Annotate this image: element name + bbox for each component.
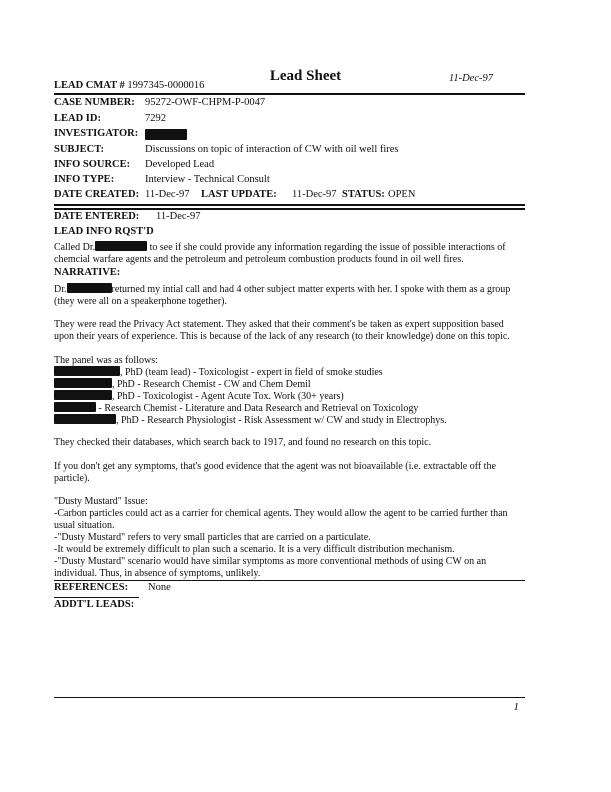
info-type-value: Interview - Technical Consult xyxy=(145,174,270,185)
cmat-value: 1997345-0000016 xyxy=(127,80,205,91)
subject-label: SUBJECT: xyxy=(54,144,104,155)
redaction-mark xyxy=(95,241,147,251)
subject-value: Discussions on topic of interaction of CW with oil well fires xyxy=(145,144,399,155)
lead-info-label: LEAD INFO RQST'D xyxy=(54,226,154,237)
redaction-mark xyxy=(67,283,112,293)
dusty-mustard-line-4: -"Dusty Mustard" scenario would have similar symptoms as more conventional methods of using CW on an individual. Thus, in absence of symptoms, unlikely. xyxy=(54,556,487,579)
last-update-label: LAST UPDATE: xyxy=(201,189,277,200)
investigator-redaction xyxy=(145,129,187,142)
panel-member-1: , PhD (team lead) - Toxicologist - expert in field of smoke studies xyxy=(54,366,383,379)
narrative-p4: If you don't get any symptoms, that's good evidence that the agent was not bioavailable (i.e. extractable off the particle). xyxy=(54,461,496,484)
info-source-label: INFO SOURCE: xyxy=(54,159,131,170)
cmat-line xyxy=(54,80,204,91)
panel-member-5: , PhD - Research Physiologist - Risk Assessment w/ CW and study in Electrophys. xyxy=(54,414,447,427)
redaction-mark xyxy=(54,390,112,400)
narrative-label: NARRATIVE: xyxy=(54,267,121,278)
status-value: OPEN xyxy=(388,189,416,200)
panel-member-4: - Research Chemist - Literature and Data Research and Retrieval on Toxicology xyxy=(54,402,418,415)
dusty-mustard-line-2: -"Dusty Mustard" refers to very small particles that are carried on a particulate. xyxy=(54,532,371,543)
dusty-mustard-line-3: -It would be extremely difficult to plan such a scenario. It is a very difficult distribution mechanism. xyxy=(54,544,455,555)
redaction-mark xyxy=(54,402,96,412)
date-entered-value: 11-Dec-97 xyxy=(156,211,201,222)
status-label: STATUS: xyxy=(342,189,385,200)
called-prefix: Called Dr. xyxy=(54,242,96,253)
addtl-rule xyxy=(54,597,139,598)
lead-id-value: 7292 xyxy=(145,113,166,124)
addtl-leads-label: ADDT'L LEADS: xyxy=(54,599,135,610)
section-rule-1 xyxy=(54,204,525,206)
called-line2: chemcial warfare agents and the petroleum and petroleum combustion products found in oil well fires. xyxy=(54,254,464,265)
lead-id-label: LEAD ID: xyxy=(54,113,101,124)
header-date: 11-Dec-97 xyxy=(448,73,493,84)
investigator-label: INVESTIGATOR: xyxy=(54,128,139,139)
narrative-p1-rest: returned my intial call and had 4 other subject matter experts with her. I spoke with them as a group xyxy=(111,284,511,295)
dusty-mustard-title: "Dusty Mustard" Issue: xyxy=(54,496,148,507)
dusty-mustard-line-1: -Carbon particles could act as a carrier for chemical agents. They would allow the agent to be carried further than usual situation. xyxy=(54,508,508,531)
narrative-p3: They checked their databases, which search back to 1917, and found no research on this topic. xyxy=(54,437,432,448)
section-rule-2 xyxy=(54,208,525,210)
page-number: 1 xyxy=(513,701,519,713)
references-rule xyxy=(54,580,525,581)
date-entered-label: DATE ENTERED: xyxy=(54,211,140,222)
cmat-label: LEAD CMAT # xyxy=(54,80,125,91)
redaction-mark xyxy=(54,414,116,424)
date-created-label: DATE CREATED: xyxy=(54,189,140,200)
narrative-p2: They were read the Privacy Act statement. They asked that their comment's be taken as expert supposition based upon their years of experience. This is because of the lack of any research (to their knowledge) done on this topic. xyxy=(54,319,510,342)
date-created-value: 11-Dec-97 xyxy=(145,189,190,200)
panel-member-2: , PhD - Research Chemist - CW and Chem Demil xyxy=(54,378,311,391)
narrative-p1 xyxy=(54,283,521,308)
panel-member-3: , PhD - Toxicologist - Agent Acute Tox. Work (30+ years) xyxy=(54,390,344,403)
panel-intro: The panel was as follows: xyxy=(54,355,158,366)
narrative-p1-prefix: Dr. xyxy=(54,284,67,295)
info-type-label: INFO TYPE: xyxy=(54,174,115,185)
redaction-mark xyxy=(54,366,120,376)
references-label: REFERENCES: xyxy=(54,582,129,593)
narrative-p1-line2: (they were all on a speakerphone together). xyxy=(54,296,227,307)
footer-rule xyxy=(54,697,525,698)
page-title: Lead Sheet xyxy=(269,68,342,84)
redaction-mark xyxy=(54,378,112,388)
case-number-label: CASE NUMBER: xyxy=(54,97,135,108)
references-value: None xyxy=(148,582,171,593)
lead-info-text xyxy=(54,241,521,266)
case-number-value: 95272-OWF-CHPM-P-0047 xyxy=(145,97,266,108)
called-rest: to see if she could provide any information regarding the issue of possible interactions of xyxy=(149,242,506,253)
info-source-value: Developed Lead xyxy=(145,159,215,170)
header-rule xyxy=(54,93,525,95)
last-update-value: 11-Dec-97 xyxy=(292,189,337,200)
dusty-mustard-section xyxy=(54,496,521,580)
